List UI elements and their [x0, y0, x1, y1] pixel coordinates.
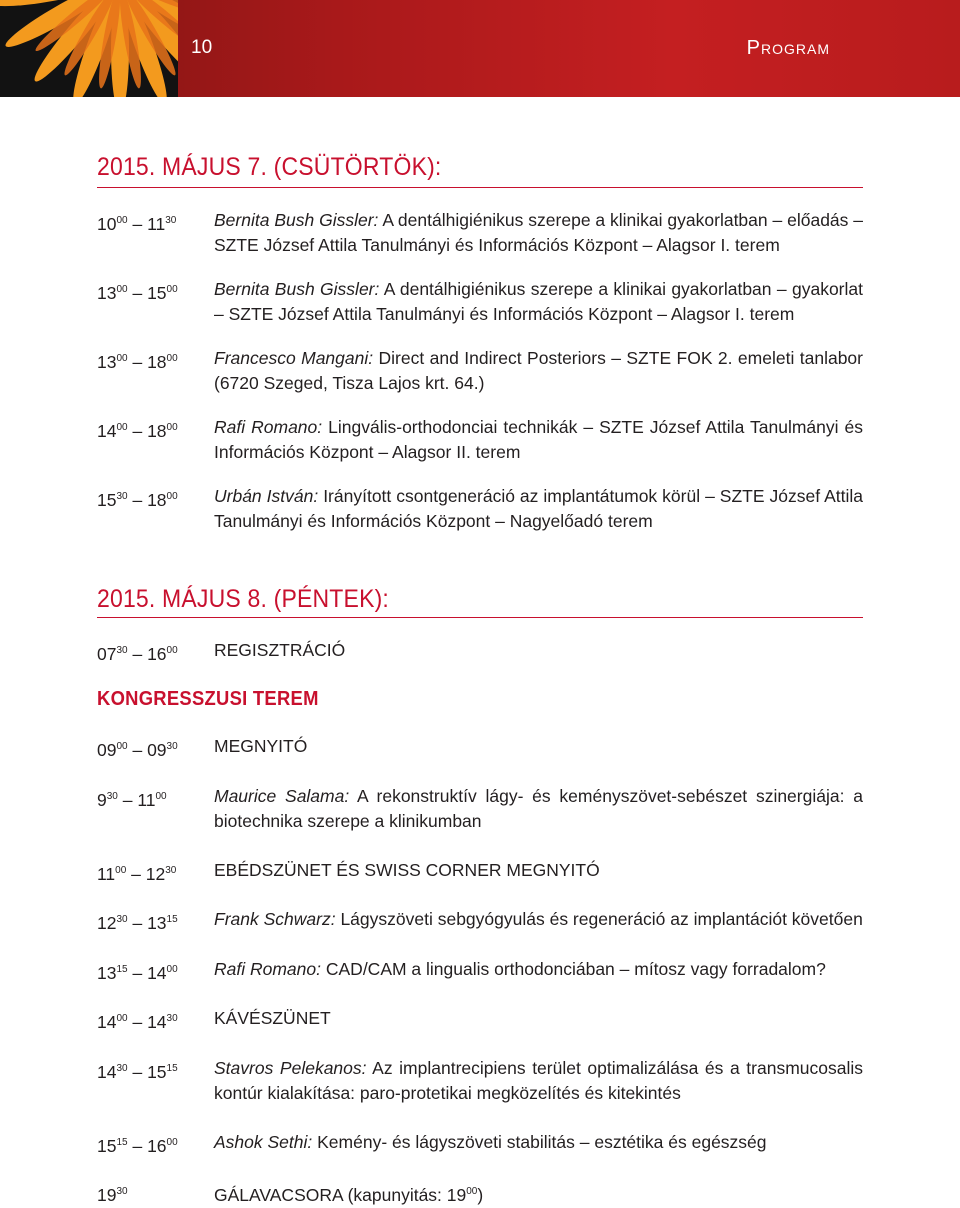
section-title: Program [746, 37, 830, 59]
speaker-name: Rafi Romano: [214, 417, 323, 437]
speaker-name: Bernita Bush Gissler: [214, 210, 379, 230]
gerbera-flower-image [0, 0, 178, 97]
event-description: Rafi Romano: Lingvális-orthodonciai technikák – SZTE József Attila Tanulmányi és Információs Központ – Alagsor II. terem [214, 417, 863, 462]
event-description: Rafi Romano: CAD/CAM a lingualis orthodonciában – mítosz vagy forradalom? [214, 959, 826, 979]
speaker-name: Bernita Bush Gissler: [214, 279, 380, 299]
time-range: $15^{30} - 18^{00}$ [97, 490, 178, 510]
speaker-name: Stavros Pelekanos: [214, 1058, 367, 1078]
event-description: REGISZTRÁCIÓ [214, 640, 346, 660]
time-range: $10^{00} - 11^{30}$ [97, 214, 177, 234]
day2-divider [97, 617, 863, 618]
event-description: KÁVÉSZÜNET [214, 1008, 331, 1028]
page-number: 10 [191, 37, 213, 58]
event-description: Urbán István: Irányított csontgeneráció az implantátumok körül – SZTE József Attila Tanulmányi és Információs Központ – Nagyelőadó terem [214, 486, 863, 531]
day2-heading: 2015. MÁJUS 8. (PÉNTEK): [97, 585, 390, 613]
time-range: $13^{00} - 15^{00}$ [97, 283, 178, 303]
speaker-name: Urbán István: [214, 486, 319, 506]
day1-divider [97, 187, 863, 188]
room-heading: KONGRESSZUSI TEREM [97, 688, 319, 710]
time-range: $14^{30} - 15^{15}$ [97, 1062, 178, 1082]
speaker-name: Ashok Sethi: [214, 1132, 313, 1152]
speaker-name: Rafi Romano: [214, 959, 321, 979]
time-range: $12^{30} - 13^{15}$ [97, 913, 178, 933]
time-range: $13^{15} - 14^{00}$ [97, 963, 178, 983]
speaker-name: Maurice Salama: [214, 786, 350, 806]
event-description: Stavros Pelekanos: Az implantrecipiens terület optimalizálása és a transmucosalis kontúr kialakítása: paro-protetikai megközelítés és kitekintés [214, 1058, 863, 1103]
event-description: Maurice Salama: A rekonstruktív lágy- és keményszövet-sebészet szinergiája: a biotechnika szerepe a klinikumban [214, 786, 863, 831]
event-description: Francesco Mangani: Direct and Indirect Posteriors – SZTE FOK 2. emeleti tanlabor (6720 Szeged, Tisza Lajos krt. 64.) [214, 348, 863, 393]
event-description: Bernita Bush Gissler: A dentálhigiénikus szerepe a klinikai gyakorlatban – gyakorlat – SZTE József Attila Tanulmányi és Információs Központ – Alagsor I. terem [214, 279, 863, 324]
time-range: $15^{15} - 16^{00}$ [97, 1136, 178, 1156]
speaker-name: Francesco Mangani: [214, 348, 374, 368]
event-description: MEGNYITÓ [214, 736, 308, 756]
time-range: $14^{00} - 14^{30}$ [97, 1012, 178, 1032]
event-description: EBÉDSZÜNET ÉS SWISS CORNER MEGNYITÓ [214, 860, 600, 880]
time-range: $09^{00} - 09^{30}$ [97, 740, 178, 760]
time-range: $9^{30} - 11^{00}$ [97, 790, 167, 810]
speaker-name: Frank Schwarz: [214, 909, 336, 929]
event-description: Frank Schwarz: Lágyszöveti sebgyógyulás és regeneráció az implantációt követően [214, 909, 863, 929]
event-description: Bernita Bush Gissler: A dentálhigiénikus szerepe a klinikai gyakorlatban – előadás – SZTE József Attila Tanulmányi és Információs Központ – Alagsor I. terem [214, 210, 864, 255]
time-range: $11^{00} - 12^{30}$ [97, 864, 177, 884]
time-range: $14^{00} - 18^{00}$ [97, 421, 178, 441]
event-description: Ashok Sethi: Kemény- és lágyszöveti stabilitás – esztétika és egészség [214, 1132, 767, 1152]
time-range: $13^{00} - 18^{00}$ [97, 352, 178, 372]
day1-heading: 2015. MÁJUS 7. (CSÜTÖRTÖK): [97, 153, 442, 181]
event-description: GÁLAVACSORA (kapunyitás: $19^{00}$) [214, 1185, 484, 1205]
time-range: $19^{30}$ [97, 1185, 128, 1205]
time-range: $07^{30} - 16^{00}$ [97, 644, 178, 664]
